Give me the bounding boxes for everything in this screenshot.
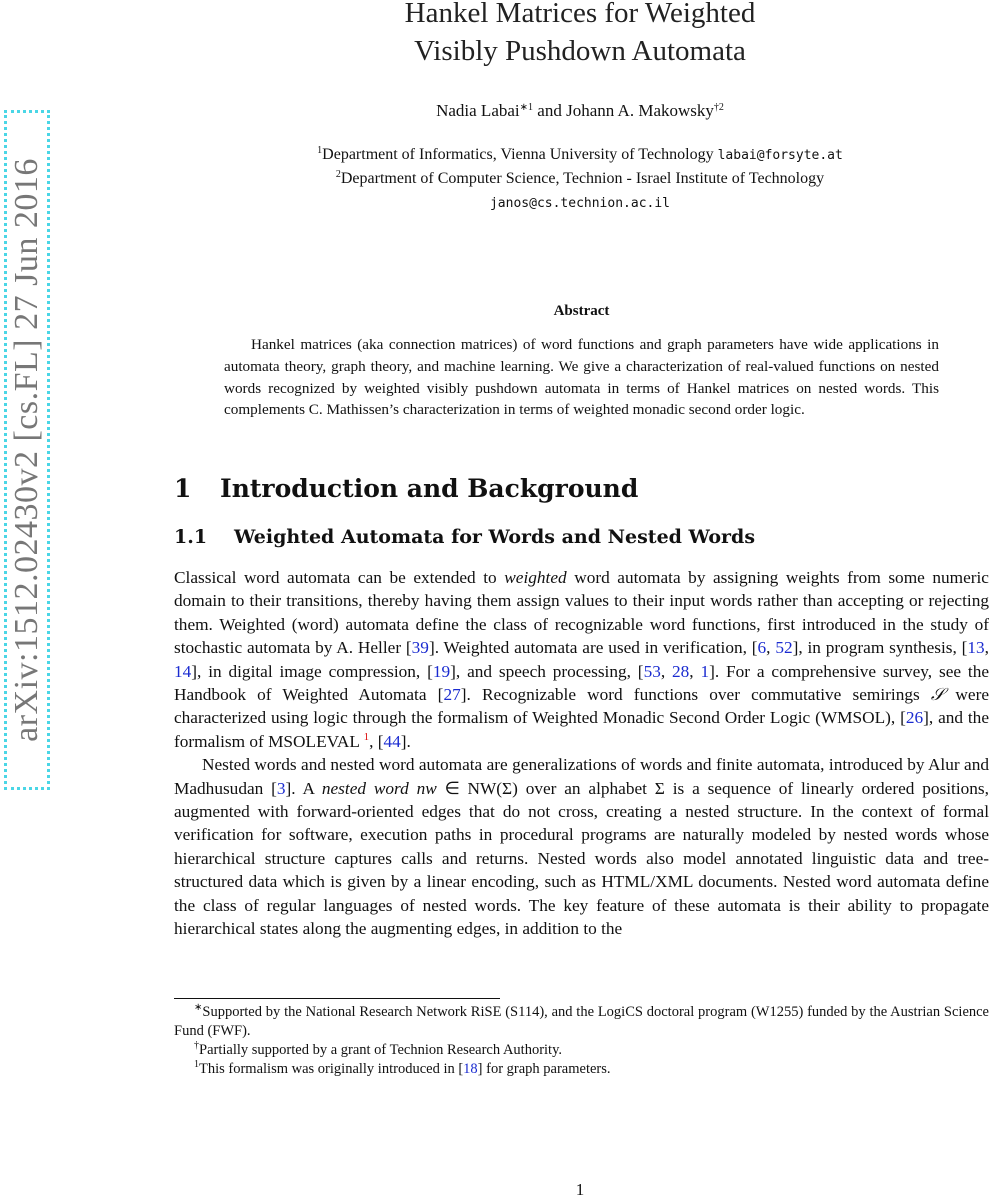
citation-link[interactable]: 14 — [174, 661, 192, 681]
footnote-divider — [174, 998, 500, 999]
citation-link[interactable]: 26 — [905, 708, 924, 728]
subsection-number: 1.1 — [174, 526, 208, 548]
author-footnote-mark: ∗1 — [519, 102, 534, 113]
footnote-link[interactable]: 1 — [363, 730, 370, 743]
citation-link[interactable]: 28 — [672, 661, 690, 681]
citation-link[interactable]: 6 — [757, 638, 767, 658]
title-line-1: Hankel Matrices for Weighted — [404, 0, 756, 29]
section-number: 1 — [174, 474, 192, 503]
footnotes — [174, 1003, 989, 1079]
citation-link[interactable]: 13 — [967, 638, 985, 658]
footnote: ∗Supported by the National Research Network RiSE (S114), and the LogiCS doctoral program (W1255) funded by the Austrian Science Fund (FWF). — [174, 1002, 989, 1039]
footnote: $^1$This formalism was originally introduced in [18] for graph parameters. — [194, 1059, 611, 1077]
arxiv-stamp[interactable] — [4, 110, 50, 790]
arxiv-identifier[interactable]: arXiv:1512.02430v2 [cs.FL] 27 Jun 2016 — [8, 158, 45, 742]
section-heading — [174, 474, 638, 503]
section-title: Introduction and Background — [220, 474, 639, 503]
affiliation-mark: 1 — [317, 145, 323, 156]
paper-title — [280, 0, 880, 70]
affiliation-mark: 2 — [335, 169, 341, 180]
page-number: 1 — [575, 1180, 585, 1199]
citation-link[interactable]: 18 — [463, 1061, 478, 1077]
affiliation-text: Department of Computer Science, Technion - Israel Institute of Technology — [340, 170, 825, 187]
affiliation-1 — [200, 146, 960, 164]
citation-link[interactable]: 53 — [643, 661, 661, 681]
footnote: †Partially supported by a grant of Technion Research Authority. — [194, 1040, 563, 1058]
author-list — [280, 101, 880, 121]
citation-link[interactable]: 44 — [383, 731, 401, 751]
author-name: Johann A. Makowsky — [566, 101, 714, 120]
email-link[interactable]: janos@cs.technion.ac.il — [489, 196, 670, 211]
affiliation-2 — [200, 170, 960, 188]
body-text — [174, 566, 989, 941]
author-name: Nadia Labai — [436, 101, 520, 120]
author-conjunction: and — [537, 101, 562, 120]
title-line-2: Visibly Pushdown Automata — [414, 35, 746, 67]
citation-link[interactable]: 19 — [432, 661, 451, 681]
email-link[interactable]: labai@forsyte.at — [717, 148, 843, 163]
citation-link[interactable]: 3 — [276, 778, 286, 798]
subsection-heading — [174, 526, 755, 548]
citation-link[interactable]: 52 — [775, 638, 793, 658]
paragraph: Nested words and nested word automata are generalizations of words and finite automata, introduced by Alur and Madhusudan [3]. A nested word nw ∈ NW(Σ) over an alphabet Σ is a sequence of linearly ordered positions, augmented with forward-oriented edges that do not cross, creating a nested structure. In the context of formal verification for software, execution paths in procedural programs are naturally modeled by nested words whose hierarchical structure captures calls and returns. Nested words also model annotated linguistic data and tree-structured data which is given by a linear encoding, such as HTML/XML documents. Nested word automata define the class of regular languages of nested words. The key feature of these automata is their ability to propagate hierarchical states along the augmenting edges, in addition to the — [174, 755, 989, 939]
affiliation-text: Department of Informatics, Vienna University of Technology — [322, 146, 714, 163]
author-footnote-mark: †2 — [713, 102, 724, 113]
citation-link[interactable]: 27 — [443, 685, 461, 705]
paragraph: Classical word automata can be extended to weighted word automata by assigning weights from some numeric domain to their transitions, thereby having them assign values to their input words rather than accepting or rejecting them. Weighted (word) automata define the class of recognizable word functions, first introduced in the study of stochastic automata by A. Heller [39]. Weighted automata are used in verification, [6, 52], in program synthesis, [13, 14], in digital image compression, [19], and speech processing, [53, 28, 1]. For a comprehensive survey, see the Handbook of Weighted Automata [27]. Recognizable word functions over commutative semirings 𝒮 were characterized using logic through the formalism of Weighted Monadic Second Order Logic (WMSOL), [26], and the formalism of MSOLEVAL $^1$, [44]. — [174, 568, 989, 751]
citation-link[interactable]: 39 — [411, 638, 429, 658]
abstract-text: Hankel matrices (aka connection matrices) of word functions and graph parameters have wide applications in automata theory, graph theory, and machine learning. We give a characterization of real-valued functions on nested words recognized by weighted visibly pushdown automata in terms of Hankel matrices on nested words. This complements C. Mathissen’s characterization in terms of weighted monadic second order logic. — [224, 336, 939, 419]
abstract-heading: Abstract — [553, 303, 610, 319]
citation-link[interactable]: 1 — [700, 661, 710, 681]
affiliation-2-email — [200, 194, 960, 212]
subsection-title: Weighted Automata for Words and Nested Words — [234, 526, 756, 548]
